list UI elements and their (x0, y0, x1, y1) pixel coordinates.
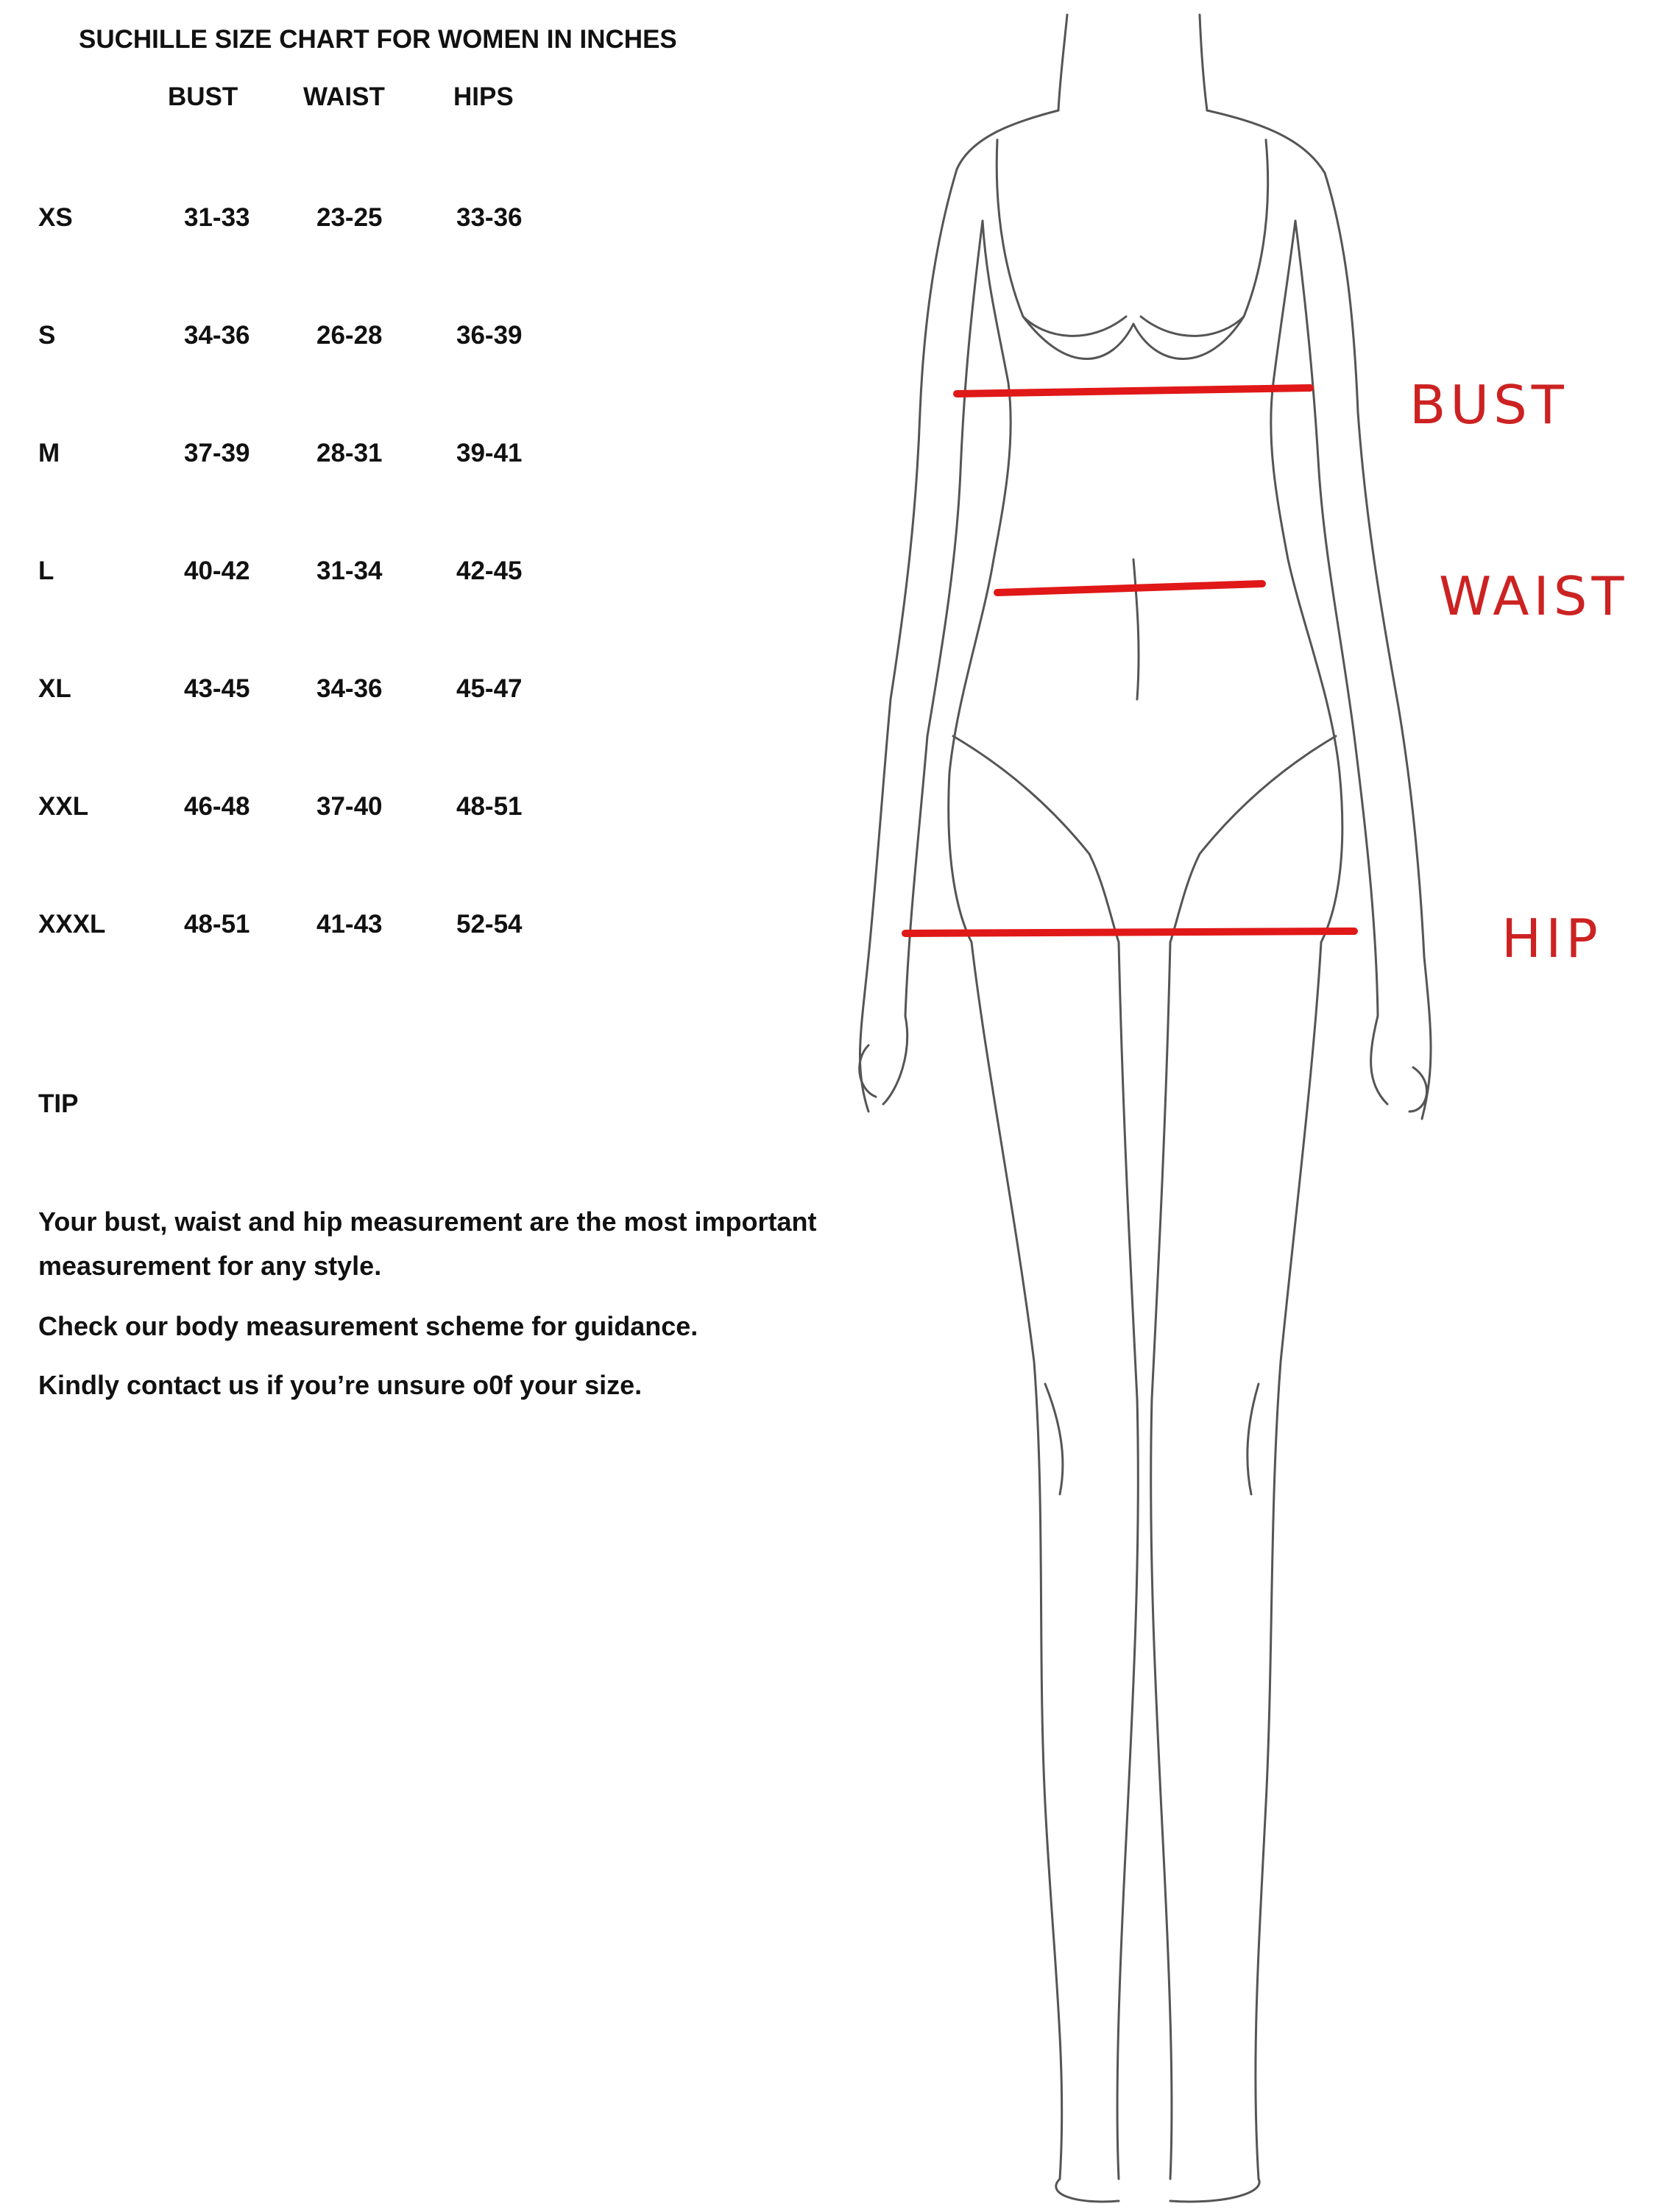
tip-line-contact: Kindly contact us if you’re unsure o0f your size. (38, 1370, 643, 1400)
bust-value: 48-51 (184, 910, 250, 939)
tip-line-measurements: Your bust, waist and hip measurement are the most important measurement for any style. (38, 1206, 817, 1281)
waist-value: 23-25 (316, 203, 383, 232)
size-row-xl (0, 674, 824, 718)
bust-value: 40-42 (184, 556, 250, 585)
waist-value: 37-40 (316, 792, 383, 821)
size-row-m (0, 439, 824, 483)
column-header-waist: WAIST (303, 82, 385, 111)
bust-value: 37-39 (184, 439, 250, 467)
waist-value: 28-31 (316, 439, 383, 467)
waist-label: WAIST (1439, 565, 1629, 627)
hips-value: 48-51 (456, 792, 523, 821)
chart-title: SUCHILLE SIZE CHART FOR WOMEN IN INCHES (79, 25, 677, 54)
size-label: XL (38, 674, 71, 703)
hip-line (905, 931, 1354, 933)
size-label: XXXL (38, 910, 106, 939)
measurement-lines (905, 388, 1354, 933)
size-label: S (38, 321, 56, 350)
hip-label: HIP (1501, 908, 1602, 969)
bust-value: 46-48 (184, 792, 250, 821)
body-sketch (860, 15, 1431, 2202)
size-row-s (0, 321, 824, 365)
bust-label: BUST (1409, 374, 1568, 436)
waist-value: 34-36 (316, 674, 383, 703)
size-label: XXL (38, 792, 89, 821)
size-label: L (38, 556, 54, 585)
waist-value: 31-34 (316, 556, 383, 585)
hips-value: 33-36 (456, 203, 523, 232)
tip-line-guidance: Check our body measurement scheme for guidance. (38, 1311, 698, 1341)
body-measurement-figure (824, 0, 1656, 2208)
size-label: XS (38, 203, 73, 232)
bust-value: 34-36 (184, 321, 250, 350)
column-header-bust: BUST (168, 82, 238, 111)
size-row-xs (0, 203, 824, 247)
waist-line (997, 584, 1262, 593)
size-label: M (38, 439, 60, 467)
bust-value: 43-45 (184, 674, 250, 703)
waist-value: 41-43 (316, 910, 383, 939)
hips-value: 39-41 (456, 439, 523, 467)
hips-value: 52-54 (456, 910, 523, 939)
hips-value: 42-45 (456, 556, 523, 585)
size-row-l (0, 556, 824, 601)
size-row-xxxl (0, 910, 824, 954)
bust-value: 31-33 (184, 203, 250, 232)
waist-value: 26-28 (316, 321, 383, 350)
tip-heading: TIP (38, 1089, 79, 1118)
column-header-hips: HIPS (453, 82, 514, 111)
hips-value: 45-47 (456, 674, 523, 703)
size-row-xxl (0, 792, 824, 836)
hips-value: 36-39 (456, 321, 523, 350)
